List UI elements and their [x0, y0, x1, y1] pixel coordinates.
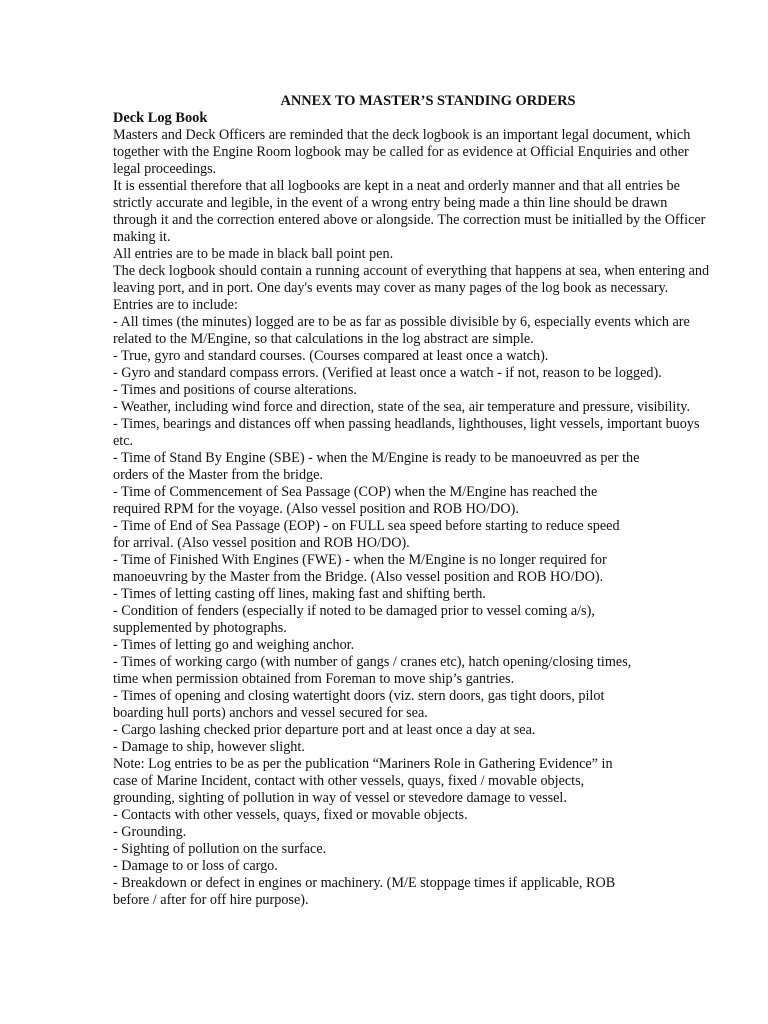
text-line: related to the M/Engine, so that calculations in the log abstract are simple. [113, 331, 534, 347]
text-line: - Breakdown or defect in engines or machinery. (M/E stoppage times if applicable, ROB [113, 875, 616, 891]
text-line: for arrival. (Also vessel position and ROB HO/DO). [113, 535, 410, 551]
text-line: - Damage to or loss of cargo. [113, 858, 278, 874]
text-line: - Contacts with other vessels, quays, fixed or movable objects. [113, 807, 468, 823]
text-line: - Times of opening and closing watertight doors (viz. stern doors, gas tight doors, pilot [113, 688, 605, 704]
text-line: before / after for off hire purpose). [113, 892, 309, 908]
text-line: - Grounding. [113, 824, 187, 840]
text-line: through it and the correction entered above or alongside. The correction must be initialled by the Officer [113, 212, 706, 228]
document-title: ANNEX TO MASTER’S STANDING ORDERS [280, 93, 576, 109]
text-line: case of Marine Incident, contact with other vessels, quays, fixed / movable objects, [113, 773, 585, 789]
text-line: together with the Engine Room logbook may be called for as evidence at Official Enquiries and other [113, 144, 689, 160]
text-line: - Cargo lashing checked prior departure port and at least once a day at sea. [113, 722, 536, 738]
text-line: All entries are to be made in black ball point pen. [113, 246, 394, 262]
text-line: Note: Log entries to be as per the publication “Mariners Role in Gathering Evidence” in [113, 756, 613, 772]
text-line: - Sighting of pollution on the surface. [113, 841, 327, 857]
text-line: - Time of Finished With Engines (FWE) - when the M/Engine is no longer required for [113, 552, 607, 568]
text-line: - Condition of fenders (especially if noted to be damaged prior to vessel coming a/s), [113, 603, 595, 619]
document-body [113, 127, 733, 909]
text-line: - Times of working cargo (with number of gangs / cranes etc), hatch opening/closing times, [113, 654, 632, 670]
text-line: The deck logbook should contain a running account of everything that happens at sea, when entering and [113, 263, 710, 279]
document-page [113, 93, 733, 909]
text-line: - Time of End of Sea Passage (EOP) - on FULL sea speed before starting to reduce speed [113, 518, 620, 534]
text-line: orders of the Master from the bridge. [113, 467, 323, 483]
text-line: - Times and positions of course alterations. [113, 382, 357, 398]
text-line: leaving port, and in port. One day's events may cover as many pages of the log book as necessary. [113, 280, 669, 296]
text-line: Entries are to include: [113, 297, 238, 313]
text-line: - Times, bearings and distances off when passing headlands, lighthouses, light vessels, important buoys [113, 416, 700, 432]
text-line: grounding, sighting of pollution in way of vessel or stevedore damage to vessel. [113, 790, 567, 806]
text-line: - Time of Stand By Engine (SBE) - when the M/Engine is ready to be manoeuvred as per the [113, 450, 640, 466]
text-line: legal proceedings. [113, 161, 217, 177]
text-line: required RPM for the voyage. (Also vessel position and ROB HO/DO). [113, 501, 519, 517]
text-line: - Damage to ship, however slight. [113, 739, 305, 755]
text-line: supplemented by photographs. [113, 620, 287, 636]
section-heading: Deck Log Book [113, 110, 208, 126]
text-line: - Time of Commencement of Sea Passage (COP) when the M/Engine has reached the [113, 484, 598, 500]
text-line: - Gyro and standard compass errors. (Verified at least once a watch - if not, reason to be logged). [113, 365, 662, 381]
text-line: strictly accurate and legible, in the event of a wrong entry being made a thin line should be drawn [113, 195, 668, 211]
text-line: manoeuvring by the Master from the Bridge. (Also vessel position and ROB HO/DO). [113, 569, 604, 585]
text-line: It is essential therefore that all logbooks are kept in a neat and orderly manner and that all entries be [113, 178, 680, 194]
text-line: - Weather, including wind force and direction, state of the sea, air temperature and pressure, visibility. [113, 399, 691, 415]
text-line: - Times of letting go and weighing anchor. [113, 637, 355, 653]
text-line: etc. [113, 433, 134, 449]
text-line: - All times (the minutes) logged are to be as far as possible divisible by 6, especially events which are [113, 314, 690, 330]
text-line: time when permission obtained from Foreman to move ship’s gantries. [113, 671, 515, 687]
text-line: - True, gyro and standard courses. (Courses compared at least once a watch). [113, 348, 549, 364]
text-line: boarding hull ports) anchors and vessel secured for sea. [113, 705, 428, 721]
text-line: - Times of letting casting off lines, making fast and shifting berth. [113, 586, 486, 602]
text-line: Masters and Deck Officers are reminded that the deck logbook is an important legal document, which [113, 127, 691, 143]
text-line: making it. [113, 229, 171, 245]
